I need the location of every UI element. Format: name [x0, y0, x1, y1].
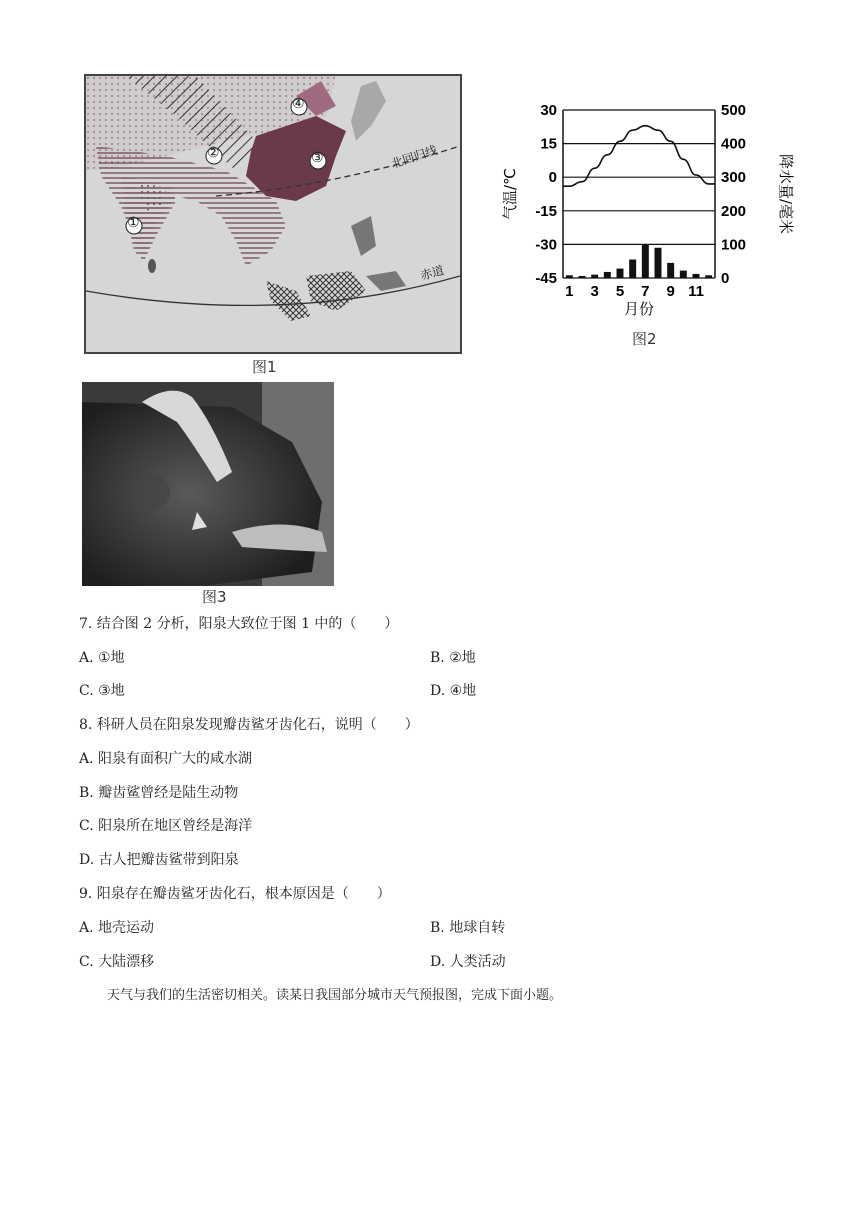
- climate-chart: [495, 98, 795, 358]
- q9-option-b: B. 地球自转: [430, 920, 506, 936]
- y-left-tick-label: -15: [535, 202, 557, 220]
- y-right-tick-label: 200: [721, 202, 747, 220]
- y-right-tick-label: 300: [721, 169, 747, 187]
- marker-4: ④: [292, 96, 305, 112]
- marker-2: ②: [207, 145, 220, 161]
- q8-option-a: A. 阳泉有面积广大的咸水湖: [79, 751, 253, 767]
- precipitation-bar: [642, 244, 649, 278]
- question-7-stem: 7. 结合图 2 分析，阳泉大致位于图 1 中的（ ）: [79, 616, 399, 632]
- precipitation-bar: [604, 272, 611, 278]
- x-tick-label: 7: [641, 283, 650, 300]
- q8-option-c: C. 阳泉所在地区曾经是海洋: [79, 818, 253, 834]
- precipitation-bar: [705, 275, 712, 278]
- equator-label: 赤道: [418, 263, 446, 283]
- q9-option-d: D. 人类活动: [430, 954, 506, 970]
- precipitation-bar: [667, 263, 674, 278]
- x-tick-label: 3: [590, 283, 599, 300]
- question-9-stem: 9. 阳泉存在瓣齿鲨牙齿化石，根本原因是（ ）: [79, 886, 391, 902]
- precipitation-bar: [693, 274, 700, 278]
- q7-option-b: B. ②地: [430, 650, 476, 666]
- y-right-axis-title: 降水量/毫米: [777, 153, 795, 235]
- fossil-photo-image: [82, 382, 334, 586]
- climate-chart-figure: [495, 98, 795, 358]
- map-figure: [84, 74, 462, 354]
- y-left-tick-label: 15: [540, 135, 557, 153]
- marker-3: ③: [311, 150, 324, 166]
- x-tick-label: 5: [615, 283, 625, 300]
- precipitation-bar: [629, 260, 636, 278]
- precipitation-bar: [680, 271, 687, 278]
- precipitation-bar: [617, 269, 624, 278]
- q9-option-a: A. 地壳运动: [79, 920, 155, 936]
- x-tick-label: 1: [565, 283, 574, 300]
- question-8-stem: 8. 科研人员在阳泉发现瓣齿鲨牙齿化石，说明（ ）: [79, 717, 419, 733]
- y-left-tick-label: 0: [548, 169, 557, 187]
- y-right-tick-label: 500: [721, 102, 747, 119]
- x-tick-label: 11: [688, 283, 704, 300]
- q7-option-a: A. ①地: [79, 650, 125, 666]
- y-right-tick-label: 100: [721, 236, 747, 254]
- figure2-caption: 图2: [632, 330, 657, 348]
- figure1-caption: 图1: [252, 358, 277, 376]
- q8-option-b: B. 瓣齿鲨曾经是陆生动物: [79, 785, 239, 801]
- precipitation-bar: [591, 275, 598, 278]
- y-right-tick-label: 0: [721, 270, 730, 287]
- q8-option-d: D. 古人把瓣齿鲨带到阳泉: [79, 852, 239, 868]
- precipitation-bar: [566, 275, 573, 278]
- y-left-axis-title: 气温/℃: [501, 168, 519, 220]
- y-left-tick-label: 30: [540, 102, 557, 119]
- asia-map: [86, 76, 460, 352]
- precipitation-bar: [579, 276, 586, 278]
- x-tick-label: 9: [666, 283, 675, 300]
- tropic-label: 北回归线: [389, 142, 440, 172]
- fossil-photo: [82, 382, 334, 586]
- q9-option-c: C. 大陆漂移: [79, 954, 155, 970]
- q7-option-d: D. ④地: [430, 683, 477, 699]
- y-right-tick-label: 400: [721, 135, 747, 153]
- q7-option-c: C. ③地: [79, 683, 125, 699]
- marker-1: ①: [127, 215, 140, 231]
- y-left-tick-label: -45: [535, 270, 557, 287]
- weather-intro: 天气与我们的生活密切相关。读某日我国部分城市天气预报图，完成下面小题。: [107, 988, 563, 1003]
- precipitation-bar: [655, 248, 662, 278]
- y-left-tick-label: -30: [535, 236, 557, 254]
- x-axis-title: 月份: [623, 300, 655, 318]
- figure3-caption: 图3: [202, 588, 227, 606]
